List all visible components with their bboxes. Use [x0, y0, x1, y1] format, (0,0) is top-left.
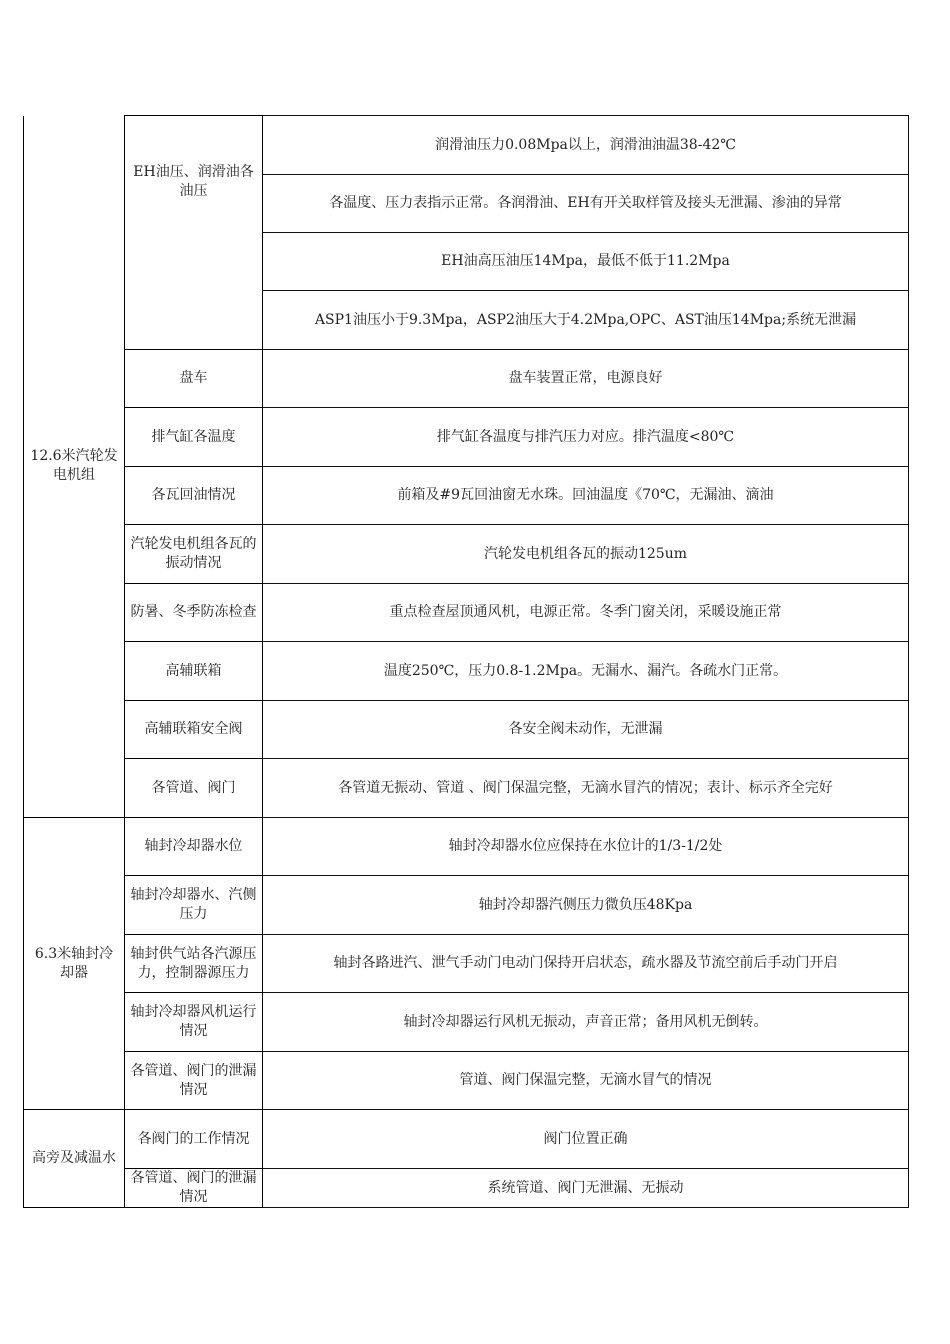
table-row — [24, 993, 909, 1052]
standard-cell: 排气缸各温度与排汽压力对应。排汽温度<80℃ — [263, 408, 909, 467]
standard-cell: 轴封冷却器汽侧压力微负压48Kpa — [263, 876, 909, 935]
item-cell: 各瓦回油情况 — [125, 467, 263, 525]
item-cell: 各管道、阀门 — [125, 759, 263, 818]
standard-cell: 润滑油压力0.08Mpa以上，润滑油油温38-42℃ — [263, 116, 909, 175]
standard-cell: 各温度、压力表指示正常。各润滑油、EH有开关取样管及接头无泄漏、渗油的异常 — [263, 175, 909, 233]
table-row — [24, 818, 909, 876]
table-row — [24, 467, 909, 525]
group-cell: 6.3米轴封冷却器 — [24, 818, 125, 1110]
standard-cell: 轴封冷却器水位应保持在水位计的1/3-1/2处 — [263, 818, 909, 876]
table-row — [24, 408, 909, 467]
standard-cell: 重点检查屋顶通风机，电源正常。冬季门窗关闭，采暖设施正常 — [263, 584, 909, 642]
table-row — [24, 1169, 909, 1208]
group-cell: 高旁及减温水 — [24, 1110, 125, 1208]
standard-cell: ASP1油压小于9.3Mpa，ASP2油压大于4.2Mpa,OPC、AST油压14Mpa;系统无泄漏 — [263, 291, 909, 350]
item-cell: 轴封冷却器风机运行情况 — [125, 993, 263, 1052]
item-cell: 各管道、阀门的泄漏情况 — [125, 1169, 263, 1208]
standard-cell: 各安全阀未动作，无泄漏 — [263, 701, 909, 759]
table-row — [24, 642, 909, 701]
item-cell: 排气缸各温度 — [125, 408, 263, 467]
table-row — [24, 350, 909, 408]
table-row — [24, 876, 909, 935]
table-row — [24, 116, 909, 175]
item-cell: 汽轮发电机组各瓦的振动情况 — [125, 525, 263, 584]
standard-cell: 轴封冷却器运行风机无振动，声音正常；备用风机无倒转。 — [263, 993, 909, 1052]
standard-cell: 前箱及#9瓦回油窗无水珠。回油温度《70℃，无漏油、滴油 — [263, 467, 909, 525]
table-row — [24, 525, 909, 584]
item-cell: EH油压、润滑油各油压 — [125, 116, 263, 350]
item-cell: 轴封供气站各汽源压力，控制器源压力 — [125, 935, 263, 993]
item-cell: 各管道、阀门的泄漏情况 — [125, 1052, 263, 1110]
standard-cell: 温度250℃，压力0.8-1.2Mpa。无漏水、漏汽。各疏水门正常。 — [263, 642, 909, 701]
table-row — [24, 584, 909, 642]
standard-cell: 系统管道、阀门无泄漏、无振动 — [263, 1169, 909, 1208]
table-row — [24, 1110, 909, 1169]
standard-cell: 阀门位置正确 — [263, 1110, 909, 1169]
table-row — [24, 701, 909, 759]
item-cell: 轴封冷却器水位 — [125, 818, 263, 876]
item-cell: 防暑、冬季防冻检查 — [125, 584, 263, 642]
standard-cell: 轴封各路进汽、泄气手动门电动门保持开启状态，疏水器及节流空前后手动门开启 — [263, 935, 909, 993]
standard-cell: 盘车装置正常，电源良好 — [263, 350, 909, 408]
item-cell: 高辅联箱安全阀 — [125, 701, 263, 759]
standard-cell: 管道、阀门保温完整，无滴水冒气的情况 — [263, 1052, 909, 1110]
item-cell: 各阀门的工作情况 — [125, 1110, 263, 1169]
table-row — [24, 1052, 909, 1110]
item-cell: 盘车 — [125, 350, 263, 408]
table-row — [24, 935, 909, 993]
item-cell: 高辅联箱 — [125, 642, 263, 701]
group-cell: 12.6米汽轮发电机组 — [24, 116, 125, 818]
table-row — [24, 759, 909, 818]
standard-cell: EH油高压油压14Mpa，最低不低于11.2Mpa — [263, 233, 909, 291]
standard-cell: 汽轮发电机组各瓦的振动125um — [263, 525, 909, 584]
item-cell: 轴封冷却器水、汽侧压力 — [125, 876, 263, 935]
standard-cell: 各管道无振动、管道 、阀门保温完整，无滴水冒汽的情况；表计、标示齐全完好 — [263, 759, 909, 818]
inspection-table — [23, 115, 909, 1208]
